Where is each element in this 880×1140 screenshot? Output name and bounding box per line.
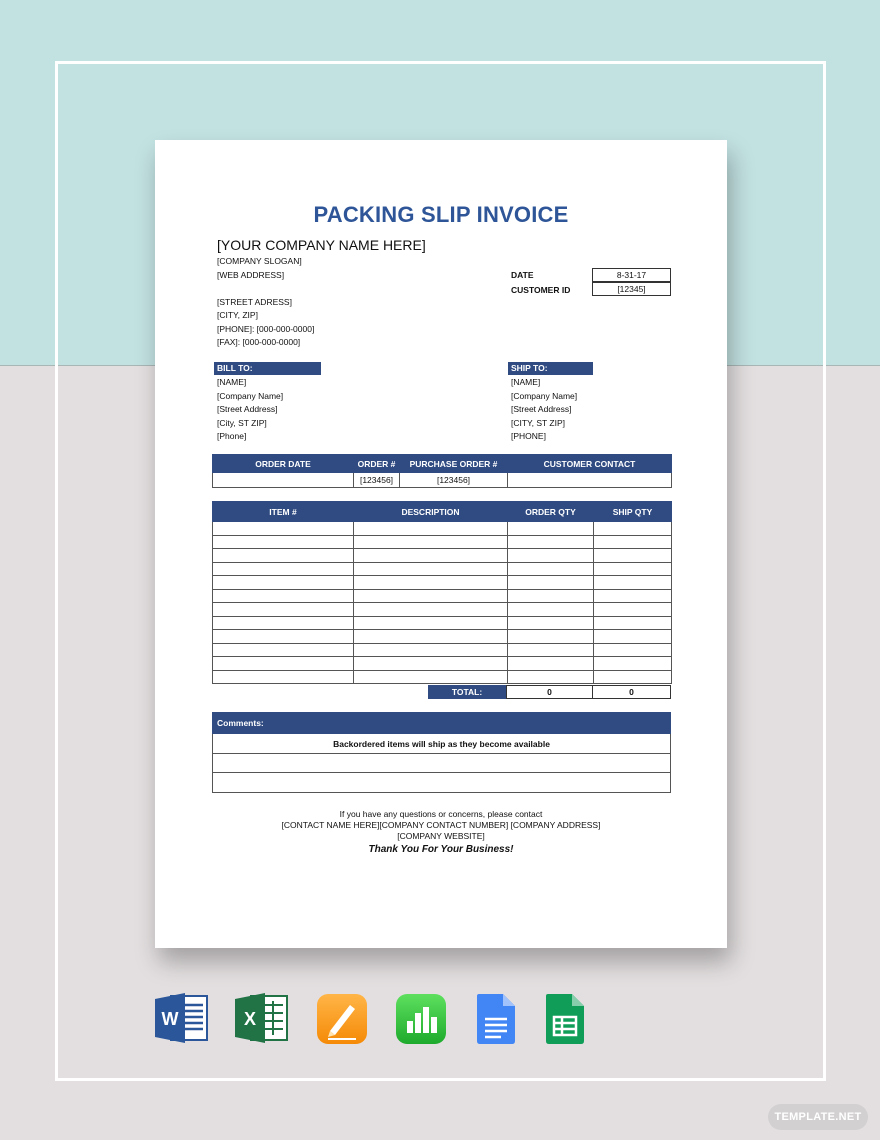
item-cell bbox=[213, 603, 354, 617]
table-row bbox=[213, 630, 672, 644]
document-page bbox=[155, 140, 727, 948]
item-cell bbox=[354, 643, 508, 657]
date-label: DATE bbox=[511, 270, 534, 280]
company-city: [CITY, ZIP] bbox=[217, 310, 258, 320]
comments-header: Comments: bbox=[213, 713, 671, 734]
google-docs-icon[interactable] bbox=[475, 993, 517, 1045]
item-cell bbox=[354, 630, 508, 644]
order-date-header: ORDER DATE bbox=[213, 455, 354, 473]
table-row bbox=[213, 670, 672, 684]
item-cell bbox=[508, 603, 594, 617]
order-table bbox=[212, 454, 672, 488]
comments-line-1: Backordered items will ship as they become available bbox=[213, 734, 671, 754]
svg-text:W: W bbox=[161, 1009, 179, 1029]
item-cell bbox=[508, 630, 594, 644]
ship-to-phone: [PHONE] bbox=[511, 431, 546, 441]
item-number-header: ITEM # bbox=[213, 502, 354, 522]
company-fax: [FAX]: [000-000-0000] bbox=[217, 337, 301, 347]
customer-contact-cell bbox=[508, 473, 672, 488]
document-title: PACKING SLIP INVOICE bbox=[313, 202, 569, 227]
pages-icon[interactable] bbox=[316, 993, 368, 1045]
date-value: 8-31-17 bbox=[592, 268, 671, 282]
item-cell bbox=[213, 616, 354, 630]
item-cell bbox=[354, 549, 508, 563]
bill-to-name: [NAME] bbox=[217, 377, 247, 387]
numbers-icon[interactable] bbox=[395, 993, 447, 1045]
item-cell bbox=[213, 522, 354, 536]
item-cell bbox=[354, 589, 508, 603]
bill-to-company: [Company Name] bbox=[217, 390, 284, 401]
item-cell bbox=[594, 603, 672, 617]
bill-to-header: BILL TO: bbox=[214, 362, 321, 375]
comments-line-2 bbox=[213, 754, 671, 773]
ship-to-name: [NAME] bbox=[511, 377, 541, 387]
ship-to-city: [CITY, ST ZIP] bbox=[511, 417, 566, 428]
table-row bbox=[213, 657, 672, 671]
table-row bbox=[213, 643, 672, 657]
item-cell bbox=[354, 603, 508, 617]
item-cell bbox=[213, 589, 354, 603]
item-cell bbox=[594, 549, 672, 563]
item-cell bbox=[508, 670, 594, 684]
customer-id-value: [12345] bbox=[592, 282, 671, 296]
purchase-order-header: PURCHASE ORDER # bbox=[400, 455, 508, 473]
comments-table bbox=[212, 712, 671, 793]
comments-line-3 bbox=[213, 773, 671, 793]
table-row bbox=[213, 576, 672, 590]
company-slogan: [COMPANY SLOGAN] bbox=[217, 256, 302, 266]
order-date-cell bbox=[213, 473, 354, 488]
bill-to-block bbox=[217, 376, 283, 444]
item-cell bbox=[508, 643, 594, 657]
word-icon[interactable] bbox=[155, 993, 209, 1043]
item-cell bbox=[594, 589, 672, 603]
item-cell bbox=[354, 657, 508, 671]
item-cell bbox=[594, 535, 672, 549]
item-cell bbox=[354, 522, 508, 536]
item-cell bbox=[508, 562, 594, 576]
total-label: TOTAL: bbox=[428, 685, 506, 699]
table-row bbox=[213, 603, 672, 617]
item-cell bbox=[354, 535, 508, 549]
table-row bbox=[213, 616, 672, 630]
table-row bbox=[213, 535, 672, 549]
ship-to-header: SHIP TO: bbox=[508, 362, 593, 375]
item-cell bbox=[594, 576, 672, 590]
svg-text:X: X bbox=[243, 1009, 257, 1029]
item-cell bbox=[508, 549, 594, 563]
footer-website: [COMPANY WEBSITE] bbox=[397, 831, 485, 841]
company-web: [WEB ADDRESS] bbox=[217, 269, 285, 280]
item-cell bbox=[594, 643, 672, 657]
item-cell bbox=[508, 576, 594, 590]
customer-id-label: CUSTOMER ID bbox=[511, 285, 571, 295]
table-row bbox=[213, 562, 672, 576]
item-cell bbox=[508, 589, 594, 603]
item-cell bbox=[213, 657, 354, 671]
item-cell bbox=[508, 522, 594, 536]
ship-to-block bbox=[511, 376, 577, 444]
item-cell bbox=[594, 562, 672, 576]
item-cell bbox=[213, 549, 354, 563]
bill-to-street: [Street Address] bbox=[217, 404, 278, 414]
bill-to-city: [City, ST ZIP] bbox=[217, 417, 267, 428]
item-cell bbox=[508, 657, 594, 671]
order-qty-header: ORDER QTY bbox=[508, 502, 594, 522]
item-cell bbox=[354, 670, 508, 684]
footer-contact-line: If you have any questions or concerns, please contact bbox=[339, 809, 543, 819]
company-name: [YOUR COMPANY NAME HERE] bbox=[217, 237, 426, 253]
company-spacer bbox=[217, 282, 314, 296]
google-sheets-icon[interactable] bbox=[544, 993, 586, 1045]
purchase-order-cell: [123456] bbox=[400, 473, 508, 488]
item-cell bbox=[508, 616, 594, 630]
item-cell bbox=[213, 670, 354, 684]
item-cell bbox=[354, 616, 508, 630]
company-phone: [PHONE]: [000-000-0000] bbox=[217, 323, 315, 334]
customer-contact-header: CUSTOMER CONTACT bbox=[508, 455, 672, 473]
template-net-badge[interactable]: TEMPLATE.NET bbox=[768, 1104, 868, 1130]
order-number-header: ORDER # bbox=[354, 455, 400, 473]
footer-contact-details: [CONTACT NAME HERE][COMPANY CONTACT NUMBER] [COMPANY ADDRESS] bbox=[281, 820, 601, 830]
order-number-cell: [123456] bbox=[354, 473, 400, 488]
item-cell bbox=[594, 670, 672, 684]
table-row bbox=[213, 522, 672, 536]
item-cell bbox=[213, 630, 354, 644]
item-cell bbox=[213, 643, 354, 657]
bill-to-phone: [Phone] bbox=[217, 431, 247, 441]
footer-thanks: Thank You For Your Business! bbox=[368, 844, 514, 855]
item-cell bbox=[594, 657, 672, 671]
table-row bbox=[213, 589, 672, 603]
ship-to-company: [Company Name] bbox=[511, 390, 578, 401]
description-header: DESCRIPTION bbox=[354, 502, 508, 522]
company-street: [STREET ADRESS] bbox=[217, 296, 292, 307]
item-cell bbox=[354, 576, 508, 590]
total-ship-qty: 0 bbox=[592, 685, 671, 699]
ship-qty-header: SHIP QTY bbox=[594, 502, 672, 522]
item-cell bbox=[594, 630, 672, 644]
items-table bbox=[212, 501, 672, 684]
item-cell bbox=[213, 576, 354, 590]
item-cell bbox=[354, 562, 508, 576]
company-info bbox=[217, 255, 314, 350]
excel-icon[interactable] bbox=[235, 993, 289, 1043]
item-cell bbox=[213, 562, 354, 576]
item-cell bbox=[594, 616, 672, 630]
item-cell bbox=[508, 535, 594, 549]
table-row bbox=[213, 549, 672, 563]
total-order-qty: 0 bbox=[506, 685, 593, 699]
item-cell bbox=[213, 535, 354, 549]
ship-to-street: [Street Address] bbox=[511, 404, 572, 414]
item-cell bbox=[594, 522, 672, 536]
